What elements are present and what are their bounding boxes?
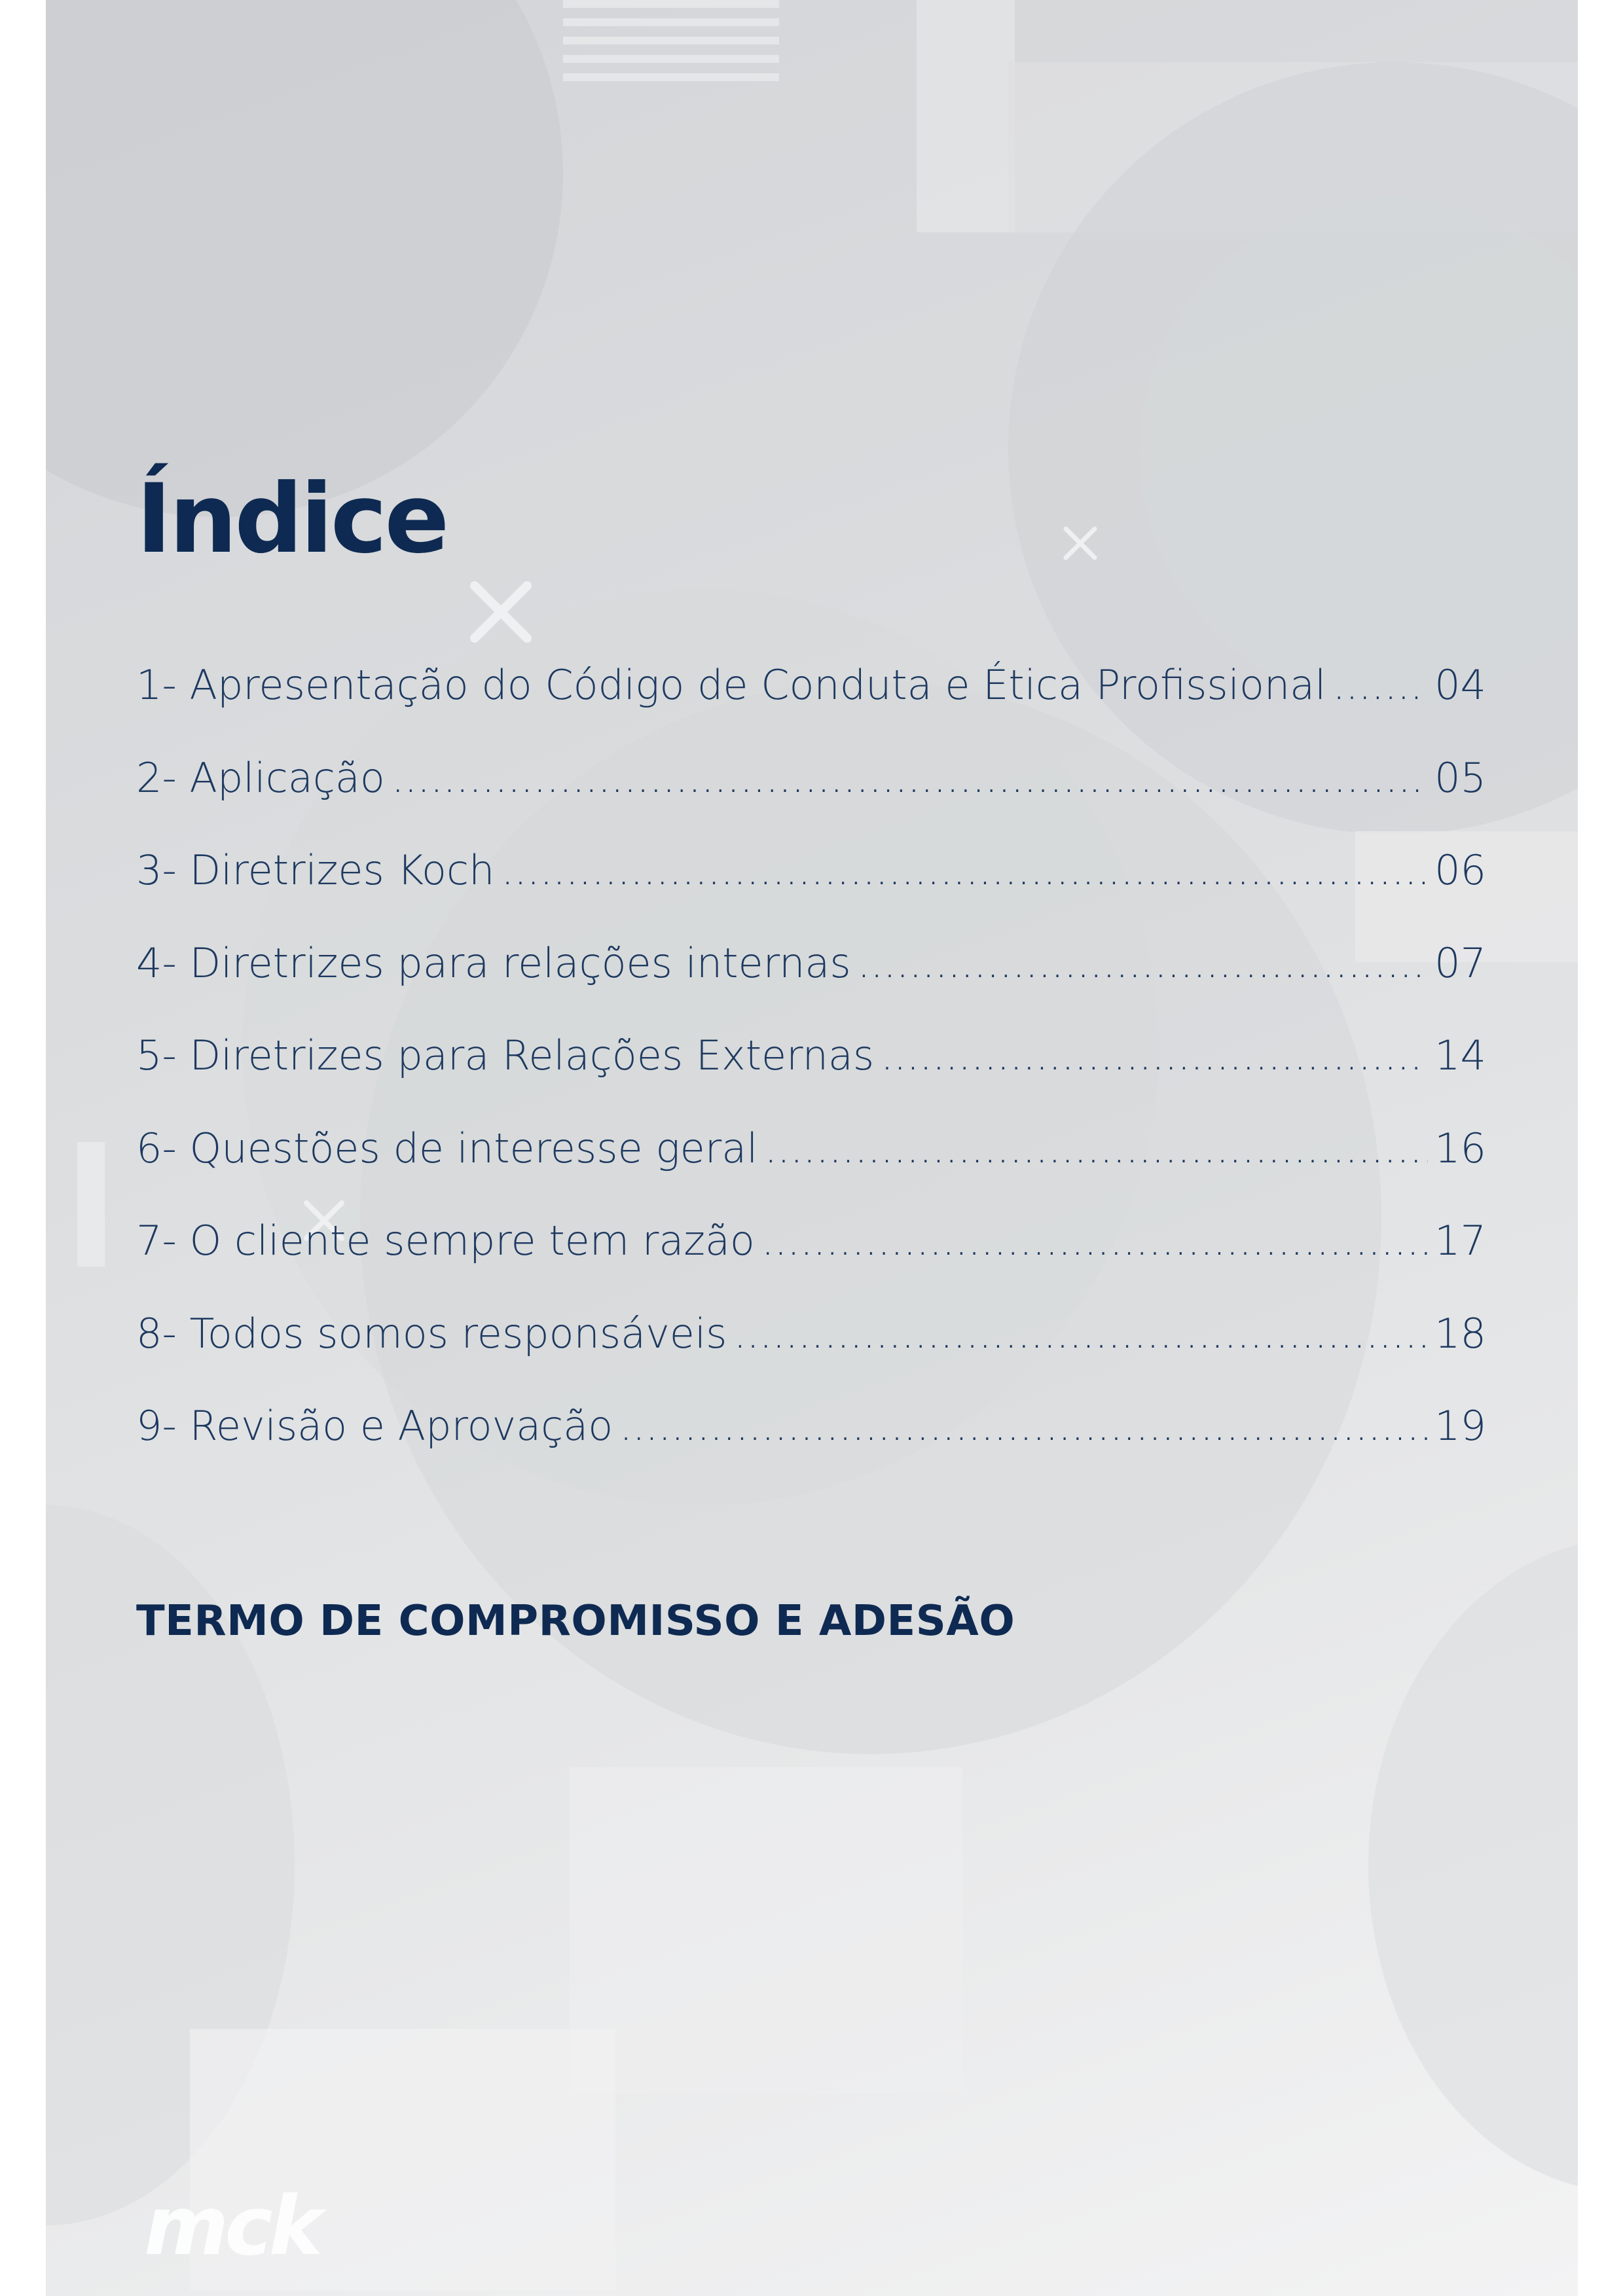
- toc-entry-label: 1- Apresentação do Código de Conduta e Ética Profissional: [136, 661, 1326, 709]
- toc-entry-page: 18: [1434, 1309, 1486, 1357]
- toc-dot-leader: [733, 1310, 1428, 1357]
- toc-entry[interactable]: [136, 754, 1486, 847]
- decor-circle-top-left: [46, 0, 563, 517]
- toc-entry-page: 06: [1434, 846, 1486, 894]
- toc-entry[interactable]: [136, 1402, 1486, 1495]
- toc-entry-label: 3- Diretrizes Koch: [136, 846, 495, 894]
- toc-dot-leader: [619, 1402, 1428, 1450]
- toc-dot-leader: [858, 939, 1428, 987]
- toc-dot-leader: [761, 1217, 1428, 1265]
- decor-stripes: [563, 0, 779, 85]
- decor-cross-icon: [1061, 524, 1100, 563]
- toc-entry-page: 07: [1434, 939, 1486, 987]
- toc-dot-leader: [764, 1124, 1428, 1172]
- toc-entry-page: 19: [1434, 1402, 1486, 1450]
- toc-entry-label: 4- Diretrizes para relações internas: [136, 939, 851, 987]
- page-title: Índice: [136, 463, 447, 575]
- toc-entry-page: 17: [1434, 1217, 1486, 1265]
- toc-entry[interactable]: [136, 1310, 1486, 1403]
- decor-cross-icon: [465, 576, 537, 648]
- decor-bar-left: [77, 1142, 105, 1266]
- toc-entry-label: 2- Aplicação: [136, 753, 385, 802]
- toc-entry[interactable]: [136, 939, 1486, 1032]
- decor-circle-bottom-right: [1368, 1538, 1578, 2193]
- toc-dot-leader: [501, 846, 1428, 894]
- toc-entry-page: 16: [1434, 1124, 1486, 1172]
- toc-entry-label: 9- Revisão e Aprovação: [136, 1402, 613, 1450]
- mck-logo: mck: [144, 2179, 319, 2274]
- toc-entry-label: 7- O cliente sempre tem razão: [136, 1217, 755, 1265]
- toc-entry-label: 6- Questões de interesse geral: [136, 1124, 758, 1172]
- term-heading: TERMO DE COMPROMISSO E ADESÃO: [136, 1597, 1015, 1645]
- decor-rect-top: [917, 0, 1015, 232]
- toc-entry-page: 14: [1434, 1031, 1486, 1079]
- table-of-contents: [136, 661, 1486, 1495]
- toc-entry[interactable]: [136, 1031, 1486, 1124]
- toc-entry-page: 04: [1434, 661, 1486, 709]
- toc-dot-leader: [392, 754, 1428, 802]
- toc-dot-leader: [881, 1031, 1428, 1079]
- decor-rect-bottom: [570, 1767, 962, 2094]
- toc-entry-label: 5- Diretrizes para Relações Externas: [136, 1031, 875, 1079]
- toc-entry[interactable]: [136, 661, 1486, 754]
- toc-entry[interactable]: [136, 1217, 1486, 1310]
- toc-entry[interactable]: [136, 1124, 1486, 1217]
- toc-entry[interactable]: [136, 846, 1486, 939]
- toc-entry-page: 05: [1434, 753, 1486, 802]
- toc-entry-label: 8- Todos somos responsáveis: [136, 1309, 727, 1357]
- toc-dot-leader: [1332, 661, 1428, 709]
- document-page: [46, 0, 1578, 2296]
